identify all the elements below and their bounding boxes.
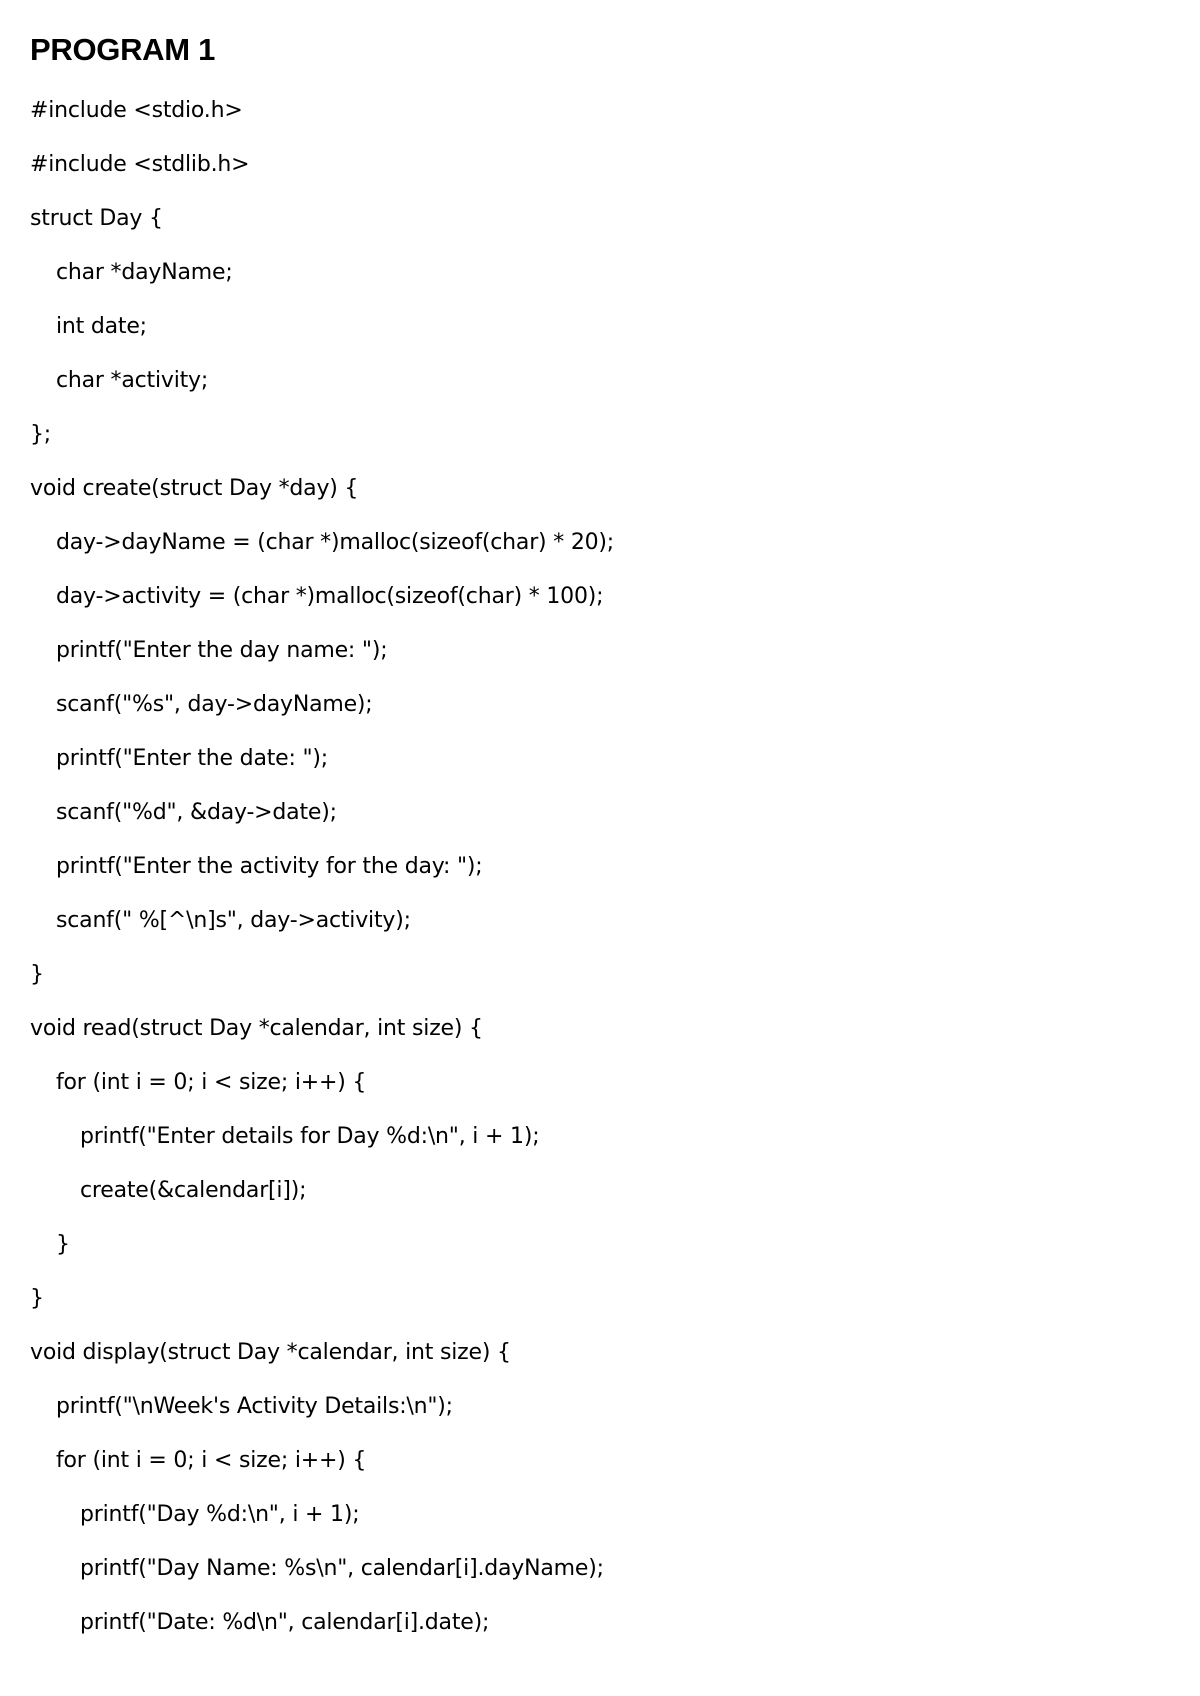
code-line: }; (30, 422, 52, 447)
code-line: printf("Enter the day name: "); (56, 638, 388, 663)
code-line: printf("Enter the date: "); (56, 746, 329, 771)
code-line: void create(struct Day *day) { (30, 476, 359, 501)
code-line: day->dayName = (char *)malloc(sizeof(char) * 20); (56, 530, 615, 555)
code-line: int date; (56, 314, 147, 339)
code-line: day->activity = (char *)malloc(sizeof(char) * 100); (56, 584, 604, 609)
code-line: printf("Day Name: %s\n", calendar[i].dayName); (80, 1556, 604, 1581)
code-line: struct Day { (30, 206, 163, 231)
code-line: printf("Day %d:\n", i + 1); (80, 1502, 360, 1527)
code-line: scanf(" %[^\n]s", day->activity); (56, 908, 411, 933)
code-line: #include <stdio.h> (30, 98, 243, 123)
page-title: PROGRAM 1 (30, 32, 216, 67)
code-line: create(&calendar[i]); (80, 1178, 307, 1203)
code-line: scanf("%s", day->dayName); (56, 692, 373, 717)
code-line: for (int i = 0; i < size; i++) { (56, 1448, 367, 1473)
code-line: scanf("%d", &day->date); (56, 800, 337, 825)
code-line: printf("Enter the activity for the day: "); (56, 854, 483, 879)
code-line: } (30, 962, 44, 987)
code-line: printf("\nWeek's Activity Details:\n"); (56, 1394, 453, 1419)
code-line: for (int i = 0; i < size; i++) { (56, 1070, 367, 1095)
code-line: #include <stdlib.h> (30, 152, 250, 177)
code-line: char *activity; (56, 368, 209, 393)
code-line: printf("Enter details for Day %d:\n", i + 1); (80, 1124, 540, 1149)
code-line: printf("Date: %d\n", calendar[i].date); (80, 1610, 490, 1635)
code-line: void display(struct Day *calendar, int size) { (30, 1340, 511, 1365)
code-line: } (56, 1232, 70, 1257)
code-listing (30, 90, 614, 1656)
code-line: char *dayName; (56, 260, 233, 285)
code-line: } (30, 1286, 44, 1311)
code-line: void read(struct Day *calendar, int size) { (30, 1016, 483, 1041)
